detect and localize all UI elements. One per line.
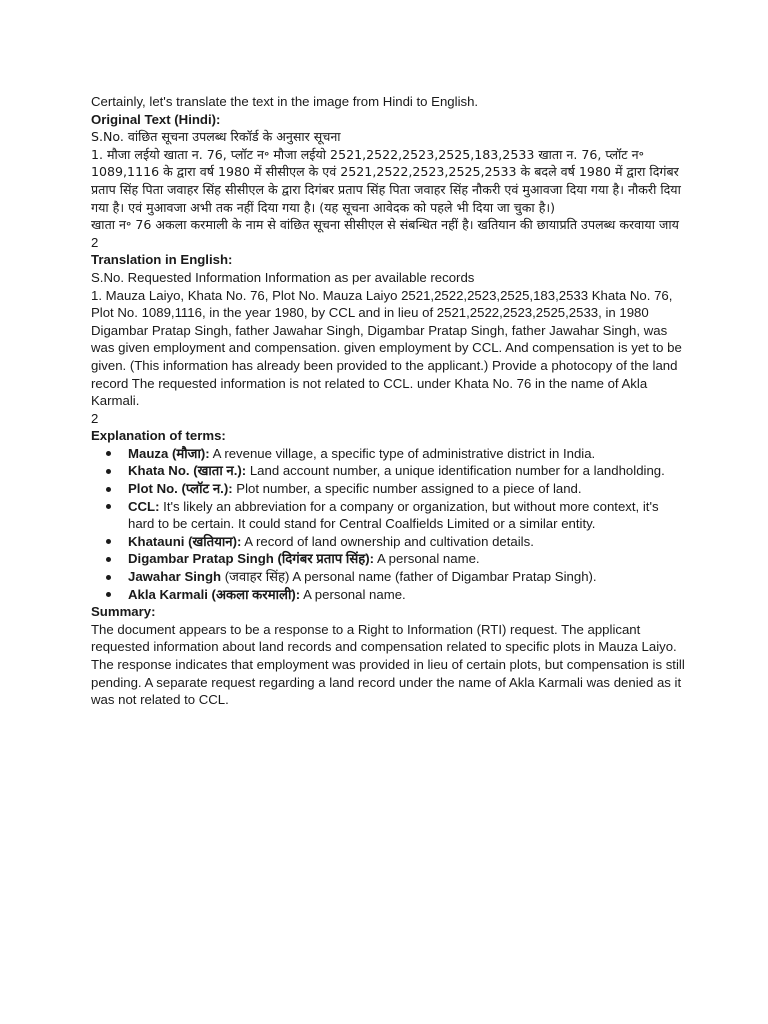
terms-list xyxy=(91,445,686,603)
translation-header-row: S.No. Requested Information Information as per available records xyxy=(91,269,475,285)
term-definition: A personal name. xyxy=(300,586,406,602)
term-name: Khata No. (खाता न.): xyxy=(128,463,247,479)
term-item-khatauni xyxy=(128,533,686,551)
term-item-akla xyxy=(128,586,686,604)
summary-heading: Summary: xyxy=(91,604,156,620)
term-definition: (जवाहर सिंह) A personal name (father of Digambar Pratap Singh). xyxy=(221,569,597,585)
term-name: CCL: xyxy=(128,498,160,514)
term-definition: A revenue village, a specific type of administrative district in India. xyxy=(209,445,596,461)
summary-body: The document appears to be a response to a Right to Information (RTI) request. The applicant requested information about land records and compensation related to specific plots in Mauza Laiyo. The response indicates that employment was provided in lieu of certain plots, but compensation is still pending. A separate request regarding a land record under the name of Akla Karmali was denied as it was not related to CCL. xyxy=(91,621,685,708)
term-item-jawahar xyxy=(128,568,686,586)
original-heading: Original Text (Hindi): xyxy=(91,111,221,127)
term-item-plot xyxy=(128,480,686,498)
term-name: Plot No. (प्लॉट न.): xyxy=(128,481,233,497)
term-name: Jawahar Singh xyxy=(128,569,222,585)
term-definition: Land account number, a unique identification number for a landholding. xyxy=(246,463,665,479)
term-item-ccl xyxy=(128,498,686,533)
term-definition: A personal name. xyxy=(374,551,480,567)
term-name: Akla Karmali (अकला करमाली): xyxy=(128,586,301,602)
term-item-khata xyxy=(128,462,686,480)
translation-heading: Translation in English: xyxy=(91,252,233,268)
original-item-1: 1. मौजा लईयो खाता न. 76, प्लॉट न॰ मौजा लईयो 2521,2522,2523,2525,183,2533 खाता न. 76, प्लॉट न॰ 1089,1116 के द्वारा वर्ष 1980 में सीसीएल के एवं 2521,2522,2523,2525,2533 के बदले वर्ष 1980 में द्वारा दिगंबर प्रताप सिंह पिता जवाहर सिंह सीसीएल के द्वारा दिगंबर प्रताप सिंह पिता जवाहर सिंह नौकरी एवं मुआवजा दिया गया है। नौकरी दिया गया है। एवं मुआवजा अभी तक नहीं दिया गया है। (यह सूचना आवेदक को पहले भी दिया जा चुका है।) xyxy=(91,146,681,215)
term-name: Digambar Pratap Singh (दिगंबर प्रताप सिंह): xyxy=(128,551,375,567)
original-item-2: खाता न॰ 76 अकला करमाली के नाम से वांछित सूचना सीसीएल से संबन्धित नहीं है। खतियान की छायाप्रति उपलब्ध करवाया जाय xyxy=(91,217,679,233)
intro-text: Certainly, let's translate the text in the image from Hindi to English. xyxy=(91,94,479,109)
document-page xyxy=(91,93,686,709)
term-item-mauza xyxy=(128,445,686,463)
original-header-row: S.No. वांछित सूचना उपलब्ध रिकॉर्ड के अनुसार सूचना xyxy=(91,129,341,145)
translation-body: 1. Mauza Laiyo, Khata No. 76, Plot No. Mauza Laiyo 2521,2522,2523,2525,183,2533 Khata No. 76, Plot No. 1089,1116, in the year 1980, by CCL and in lieu of 2521,2522,2523,2525,2533, in 1980 Digambar Pratap Singh, father Jawahar Singh, Digambar Pratap Singh, father Jawahar Singh, was was given employment and compensation. given employment by CCL. And compensation is yet to be given. (This information has already been provided to the applicant.) Provide a photocopy of the land record The requested information is not related to CCL. under Khata No. 76 in the name of Akla Karmali. xyxy=(91,287,682,409)
explanation-heading: Explanation of terms: xyxy=(91,428,226,444)
term-definition: It's likely an abbreviation for a company or organization, but without more context, it's hard to be certain. It could stand for Central Coalfields Limited or a similar entity. xyxy=(128,498,659,532)
term-definition: Plot number, a specific number assigned to a piece of land. xyxy=(232,481,582,497)
term-definition: A record of land ownership and cultivation details. xyxy=(241,533,534,549)
term-name: Khatauni (खतियान): xyxy=(128,533,242,549)
translation-page-number: 2 xyxy=(91,410,99,426)
original-page-number: 2 xyxy=(91,234,99,250)
term-name: Mauza (मौजा): xyxy=(128,445,210,461)
term-item-digambar xyxy=(128,550,686,568)
